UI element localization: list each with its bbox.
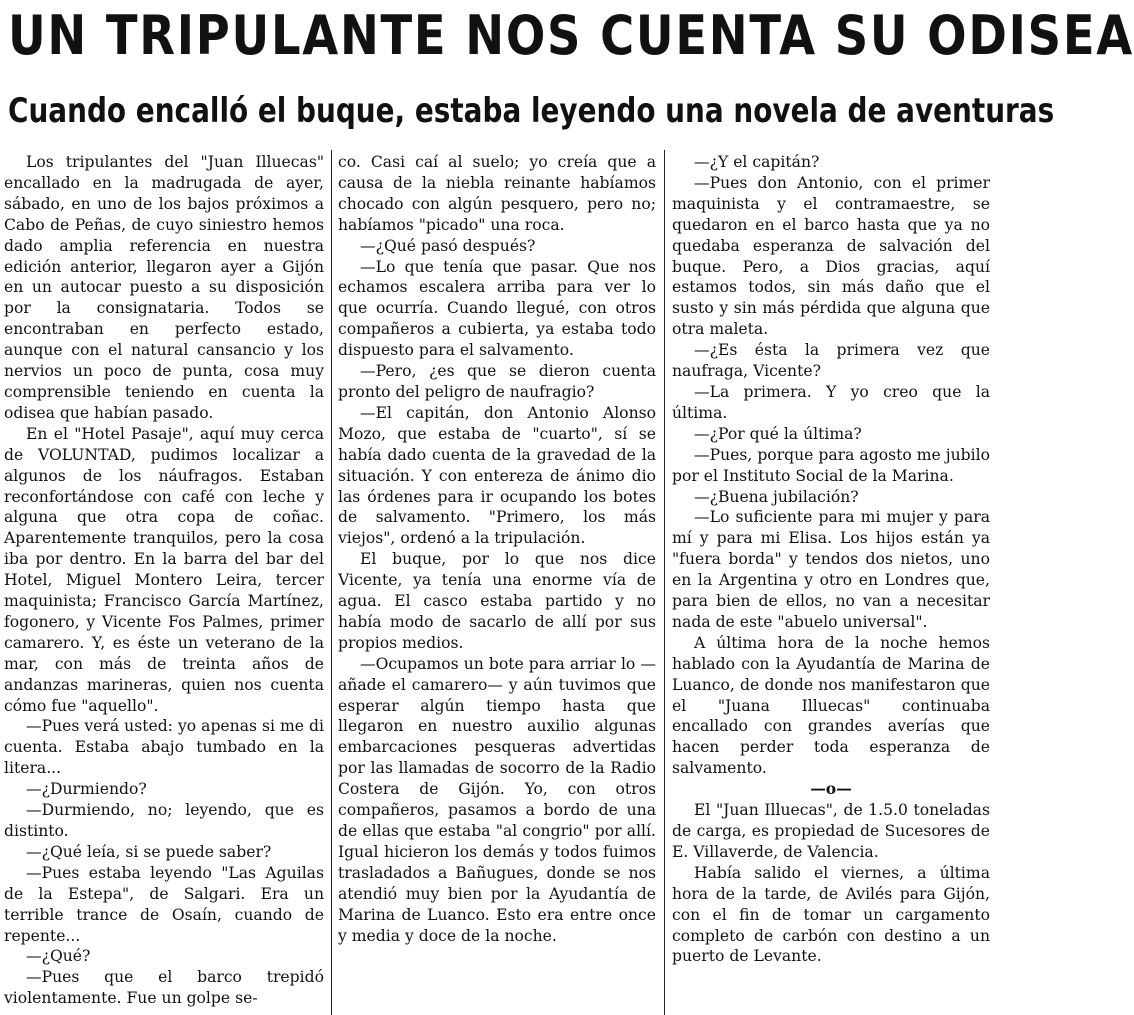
paragraph: —Pues verá usted: yo apenas si me di cuenta. Estaba abajo tumbado en la litera... [4,717,324,778]
paragraph: co. Casi caí al suelo; yo creía que a causa de la niebla reinante habíamos chocado con algún pesquero, pero no; habíamos "picado" una roca. [338,153,656,234]
article-column-2 [338,152,656,1012]
paragraph: —¿Qué leía, si se puede saber? [26,842,272,861]
paragraph: —¿Qué? [26,947,91,966]
paragraph: —Durmiendo, no; leyendo, que es distinto. [4,801,324,840]
subheadline: Cuando encalló el buque, estaba leyendo una novela de aventuras [8,91,1055,131]
paragraph: —Pues estaba leyendo "Las Aguilas de la Estepa", de Salgari. Era un terrible trance de Osaín, cuando de repente... [4,863,324,945]
paragraph: —¿Es ésta la primera vez que naufraga, Vicente? [672,341,990,381]
column-divider [664,150,665,1015]
paragraph: —¿Qué pasó después? [360,236,536,255]
article-column-1 [4,152,324,1012]
paragraph: —Pero, ¿es que se dieron cuenta pronto del peligro de naufragio? [338,362,656,401]
paragraph: —El capitán, don Antonio Alonso Mozo, que estaba de "cuarto", sí se había dado cuenta de la gravedad de la situación. Y con entereza de ánimo dio las órdenes para ir ocupando los botes de salvamento. "Primero, los más viejos", ordenó a la tripulación. [338,403,656,548]
paragraph: —Lo que tenía que pasar. Que nos echamos escalera arriba para ver lo que ocurría. Cuando llegué, con otros compañeros a cubierta, ya estaba todo dispuesto para el salvamento. [338,257,656,360]
article-column-3 [672,152,990,1012]
paragraph: —¿Y el capitán? [694,153,820,171]
headline: UN TRIPULANTE NOS CUENTA SU ODISEA [8,4,1134,67]
paragraph: —Pues que el barco trepidó violentamente. Fue un golpe se- [4,968,324,1008]
paragraph: —La primera. Y yo creo que la última. [672,382,990,422]
paragraph: —Pues, porque para agosto me jubilo por el Instituto Social de la Marina. [672,445,990,485]
column-divider [331,150,332,1015]
paragraph: —Pues don Antonio, con el primer maquinista y el contramaestre, se quedaron en el barco hasta que ya no quedaba esperanza de salvación del buque. Pero, a Dios gracias, aquí estamos todos, sin más daño que el susto y sin más pérdida que alguna que otra maleta. [672,173,990,339]
section-separator: —o— [810,779,852,799]
paragraph: En el "Hotel Pasaje", aquí muy cerca de VOLUNTAD, pudimos localizar a algunos de los náufragos. Estaban reconfortándose con café con leche y alguna que otra copa de coñac. Aparentemente tranquilos, pero la cosa iba por dentro. En la barra del bar del Hotel, Miguel Montero Leira, tercer maquinista; Francisco García Martínez, fogonero, y Vicente Fos Palmes, primer camarero. Y, es éste un veterano de la mar, con más de treinta años de andanzas marineras, quien nos cuenta cómo fue "aquello". [4,424,324,715]
paragraph: Los tripulantes del "Juan Illuecas" encallado en la madrugada de ayer, sábado, en uno de los bajos próximos a Cabo de Peñas, de cuyo siniestro hemos dado amplia referencia en nuestra edición anterior, llegaron ayer a Gijón en un autocar puesto a su disposición por la consignataria. Todos se encontraban en perfecto estado, aunque con el natural cansancio y los nervios un poco de punta, cosa muy comprensible teniendo en cuenta la odisea que habían pasado. [4,153,324,422]
paragraph: A última hora de la noche hemos hablado con la Ayudantía de Marina de Luanco, de donde nos manifestaron que el "Juana Illuecas" continuaba encallado con grandes averías que hacen perder toda esperanza de salvamento. [672,633,990,778]
paragraph: El buque, por lo que nos dice Vicente, ya tenía una enorme vía de agua. El casco estaba partido y no había modo de sacarlo de allí por sus propios medios. [338,550,656,652]
paragraph: —Lo suficiente para mi mujer y para mí y para mi Elisa. Los hijos están ya "fuera borda" y tendos dos nietos, uno en la Argentina y otro en Londres que, para bien de ellos, no van a necesitar nada de este "abuelo universal". [672,508,990,631]
paragraph: —Ocupamos un bote para arriar lo —añade el camarero— y aún tuvimos que esperar algún tiempo hasta que llegaron en nuestro auxilio algunas embarcaciones pesqueras advertidas por las llamadas de socorro de la Radio Costera de Gijón. Yo, con otros compañeros, pasamos a bordo de una de ellas que estaba "al congrio" por allí. Igual hicieron los demás y todos fuimos trasladados a Bañugues, donde se nos atendió muy bien por la Ayudantía de Marina de Luanco. Esto era entre once y media y doce de la noche. [338,654,656,945]
paragraph: —¿Durmiendo? [26,780,147,799]
paragraph: El "Juan Illuecas", de 1.5.0 toneladas de carga, es propiedad de Sucesores de E. Villaverde, de Valencia. [672,801,990,861]
paragraph: —¿Buena jubilación? [694,487,859,506]
paragraph: Había salido el viernes, a última hora de la tarde, de Avilés para Gijón, con el fin de tomar un cargamento completo de carbón con destino a un puerto de Levante. [672,863,990,966]
paragraph: —¿Por qué la última? [694,424,862,443]
